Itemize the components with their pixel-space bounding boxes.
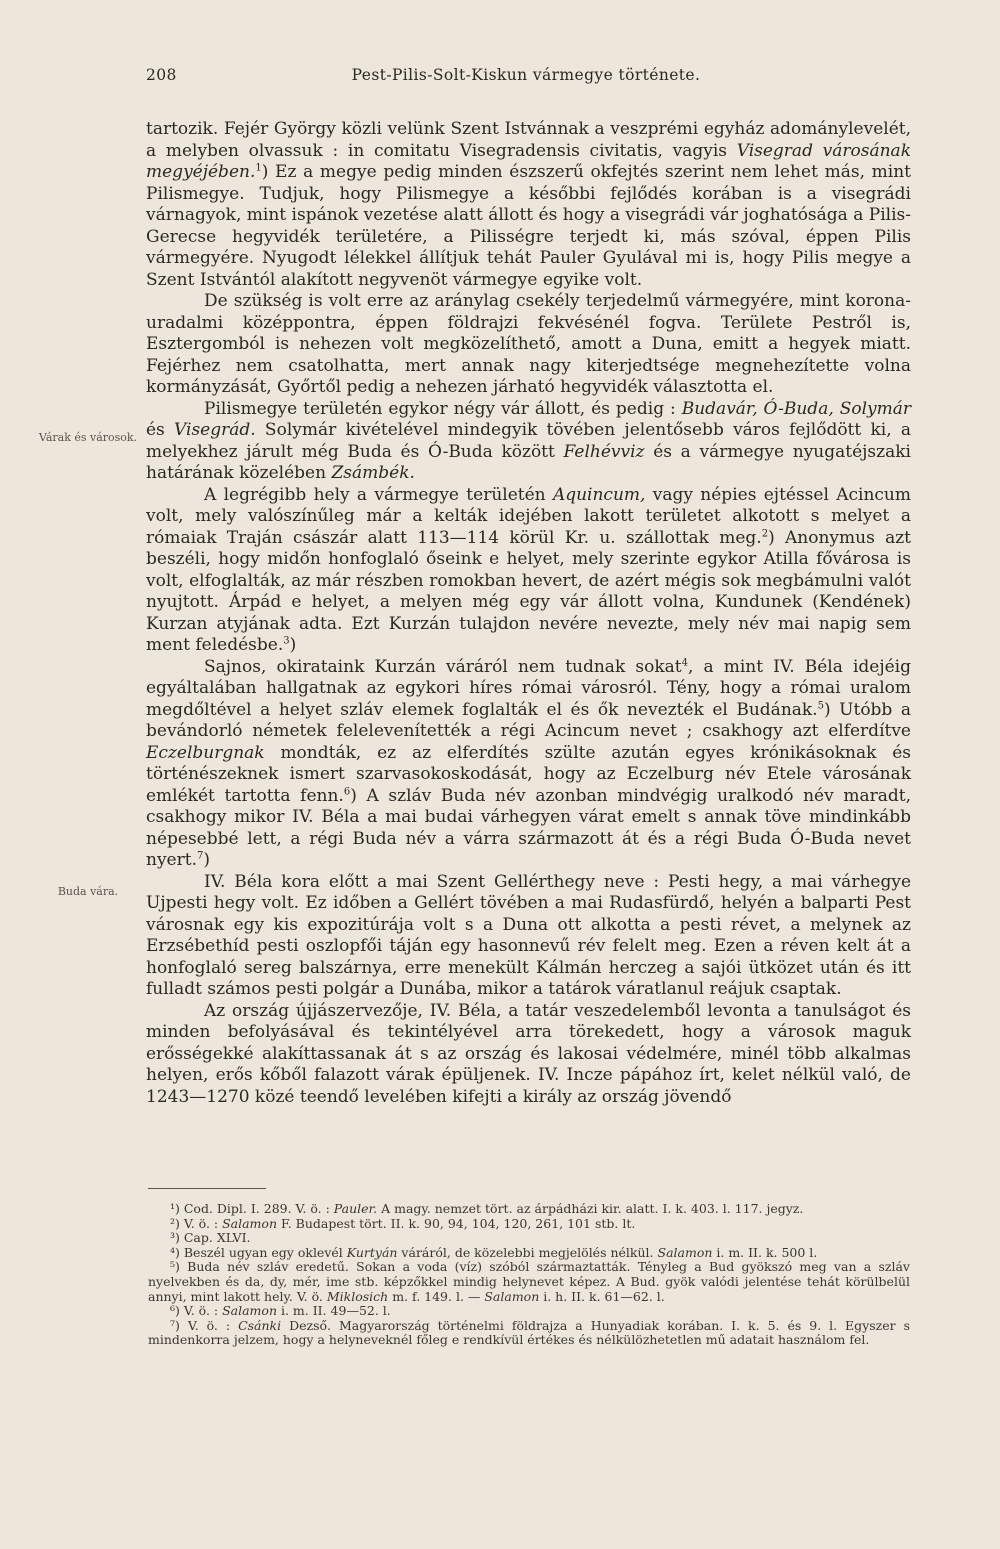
main-text <box>146 119 911 1108</box>
margin-note-varak: Várak és városok. <box>38 431 138 444</box>
paragraph-4: A legrégibb hely a vármegye területén Aquincum, vagy népies ejtéssel Acincum volt, mely valószínűleg már a kelták idejében lakott területet alkotott s melyet a rómaiak Traján császár alatt 113—114 körül Kr. u. szállottak meg.$^2$) Anonymus azt beszéli, hogy midőn honfoglaló őseink e helyet, mely szerinte egykor Atilla fővárosa is volt, elfoglalták, az már részben romokban hevert, de azért mégis sok megbámulni valót nyujtott. Árpád e helyet, a melyen még egy vár állott volna, Kundunek (Kendének) Kurzan atyjának adta. Ezt Kurzán tulajdon nevére nevezte, mely név mai napig sem ment feledésbe.$^3$) <box>146 484 911 655</box>
footnote-4: ⁴) Beszél ugyan egy oklevél Kurtyán váráról, de közelebbi megjelölés nélkül. Salamon i. m. II. k. 500 l. <box>170 1244 818 1260</box>
page-header <box>146 66 906 90</box>
paragraph-7: Az ország újjászervezője, IV. Béla, a tatár veszedelemből levonta a tanulságot és minden befolyásával és tekintélyével arra törekedett, hogy a városok maguk erősségekké alakíttassanak át s az ország és lakosai védelmére, minél több alkalmas helyen, erős kőből falazott várak épüljenek. IV. Incze pápához írt, kelet nélkül való, de 1243—1270 közé teendő levelében kifejti a király az ország jövendő <box>146 1000 911 1107</box>
footnotes <box>148 1202 910 1348</box>
footnote-2: ²) V. ö. : Salamon F. Budapest tört. II. k. 90, 94, 104, 120, 261, 101 stb. lt. <box>170 1215 636 1231</box>
running-title: Pest-Pilis-Solt-Kiskun vármegye története. <box>351 66 701 84</box>
margin-note-buda-vara: Buda vára. <box>57 885 119 898</box>
footnote-1: ¹) Cod. Dipl. I. 289. V. ö. : Pauler. A magy. nemzet tört. az árpádházi kir. alatt. I. k. 403. l. 117. jegyz. <box>170 1201 804 1216</box>
paragraph-5: Sajnos, okirataink Kurzán váráról nem tudnak sokat$^4$, a mint IV. Béla idejéig egyáltalában hallgatnak az egykori híres római városról. Tény, hogy a római uralom megdőltével a helyet szláv elemek foglalták el és ők nevezték el Budának.$^5$) Utóbb a bevándorló németek felelevenítették a régi Acincum nevet ; csakhogy azt elferdítve Eczelburgnak mondták, ez az elferdítés szülte azután egyes krónikásoknak és történészeknek ismert szarvasokoskodását, hogy az Eczelburg név Etele városának emlékét tartotta fenn.$^6$) A szláv Buda név azonban mindvégig uralkodó név maradt, csakhogy mikor IV. Béla a mai budai várhegyen várat emelt s annak töve mindinkább népesebbé lett, a régi Buda név a várra származott át és a régi Buda Ó-Buda nevet nyert.$^7$) <box>146 656 911 870</box>
footnote-divider <box>148 1188 266 1189</box>
paragraph-6: IV. Béla kora előtt a mai Szent Gellérthegy neve : Pesti hegy, a mai várhegye Ujpesti hegy volt. Ez időben a Gellért tövében a mai Rudasfürdő, helyén a balparti Pest városnak egy kis expozitúrája volt s a Duna ott alkotta a pesti révet, a melynek az Erzsébethíd pesti oszlopfői táján egy hasonnevű rév felelt meg. Ezen a réven kelt át a honfoglaló sereg balszárnya, erre menekült Kálmán herczeg a sajói ütközet után és itt fulladt számos pesti polgár a Dunába, mikor a tatárok váratlanul reájuk csaptak. <box>146 871 911 999</box>
footnote-7: ⁷) V. ö. : Csánki Dezső. Magyarország történelmi földrajza a Hunyadiak korában. I. k. 5. és 9. l. Egyszer s mindenkorra jelzem, hogy a helyneveknél főleg e rendkívül értékes és nélkülözhetetlen mű adatait használom fel. <box>148 1317 911 1348</box>
footnote-5: ⁵) Buda név szláv eredetű. Sokan a voda (víz) szóból származtatták. Tényleg a Bud gyökszó meg van a szláv nyelvekben és da, dy, mér, ime stb. képzőkkel mindig helynevet képez. A Bud. gyök valódi jelentése tehát körülbelül annyi, mint lakott hely. V. ö. Miklosich m. f. 149. l. — Salamon i. h. II. k. 61—62. l. <box>148 1259 910 1304</box>
paragraph-1: tartozik. Fejér György közli velünk Szent Istvánnak a veszprémi egyház adománylevelét, a melyben olvassuk : in comitatu Visegradensis civitatis, vagyis Visegrad városának megyéjében.$^1$) Ez a megye pedig minden észszerű okfejtés szerint nem lehet más, mint Pilismegye. Tudjuk, hogy Pilismegye a későbbi fejlődés korában is a visegrádi várnagyok, mint ispánok vezetése alatt állott és hogy a visegrádi vár joghatósága a Pilis-Gerecse hegyvidék területére, a Pilisségre terjedt ki, más szóval, éppen Pilis vármegyére. Nyugodt lélekkel állítjuk tehát Pauler Gyulával mi is, hogy Pilis megye a Szent Istvántól alakított negyvenöt vármegye egyike volt. <box>146 119 911 290</box>
paragraph-3: Pilismegye területén egykor négy vár állott, és pedig : Budavár, Ó-Buda, Solymár és Visegrád. Solymár kivételével mindegyik tövében jelentősebb város fejlődött ki, a melyekhez járult még Buda és Ó-Buda között Felhévviz és a vármegye nyugatéjszaki határának közelében Zsámbék. <box>146 398 911 483</box>
footnote-3: ³) Cap. XLVI. <box>170 1230 251 1246</box>
footnote-6: ⁶) V. ö. : Salamon i. m. II. 49—52. l. <box>170 1303 391 1319</box>
page-number: 208 <box>146 66 177 84</box>
paragraph-2: De szükség is volt erre az aránylag csekély terjedelmű vármegyére, mint korona-uradalmi középpontra, éppen földrajzi fekvésénél fogva. Területe Pestről is, Esztergomból is nehezen volt megközelíthető, amott a Duna, emitt a hegyek miatt. Fejérhez nem csatolhatta, mert annak nagy kiterjedtsége megnehezítette volna kormányzását, Győrtől pedig a nehezen járható hegyvidék választotta el. <box>146 291 911 397</box>
